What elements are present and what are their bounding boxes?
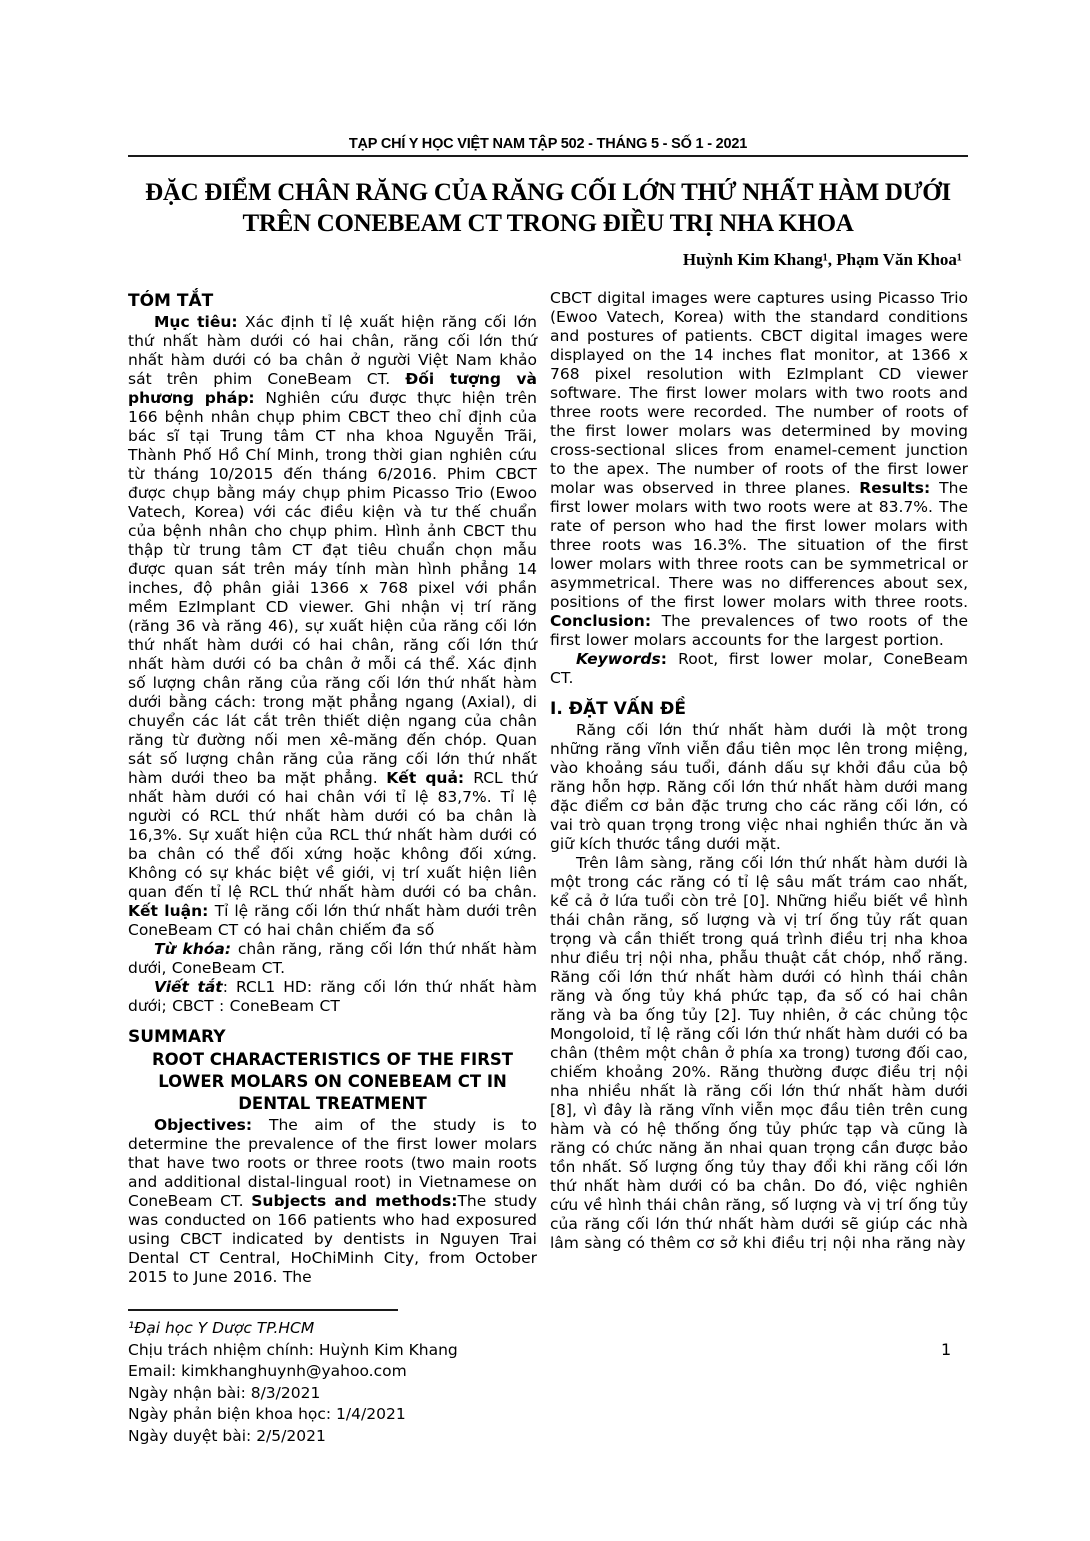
paragraph: CBCT digital images were captures using Picasso Trio (Ewoo Vatech, Korea) with the standard conditions and postures of patients. CBCT digital images were displayed on the 14 inches flat monitor, at 1366 x 768 pixel resolution with EzImplant CD viewer software. The first lower molars with two roots and three roots were recorded. The number of roots of the first lower molars was determined by moving cross-sectional slices from enamel-cement junction to the apex. The number of roots of the first lower molar was observed in three planes. Results: The first lower molars with two roots were at 83.7%. The rate of person who had the first lower molars with three roots was 16.3%. The situation of the first lower molars with three roots can be symmetrical or asymmetrical. There was no differences about sex, positions of the first lower molars with three roots. Conclusion: The prevalences of two roots of the first lower molars accounts for the largest portion. [550, 289, 968, 649]
footnote-line: Ngày nhận bài: 8/3/2021 [128, 1383, 321, 1402]
header-divider [128, 155, 968, 157]
footnote-line: Ngày duyệt bài: 2/5/2021 [128, 1426, 326, 1445]
paragraph: Keywords: Root, first lower molar, ConeBeam CT. [550, 650, 968, 687]
footnote-divider [128, 1309, 398, 1311]
paragraph: Mục tiêu: Xác định tỉ lệ xuất hiện răng cối lớn thứ nhất hàm dưới có hai chân, răng cối lớn thứ nhất hàm dưới có ba chân ở người Việt Nam khảo sát trên phim ConeBeam CT. Đối tượng và phương pháp: Nghiên cứu được thực hiện trên 166 bệnh nhân chụp phim CBCT theo chỉ định của bác sĩ tại Trung tâm CT nha khoa Nguyễn Trãi, Thành Phố Hồ Chí Minh, trong thời gian nghiên cứu từ tháng 10/2015 đến tháng 6/2016. Phim CBCT được chụp bằng máy chụp phim Picasso Trio (Ewoo Vatech, Korea) với các điều kiện và tư thế chuẩn của bệnh nhân cho chụp phim. Hình ảnh CBCT thu thập từ trung tâm CT đạt tiêu chuẩn chọn mẫu được quan sát trên máy tính màn hình phẳng 14 inches, độ phân giải 1366 x 768 pixel với phần mềm EzImplant CD viewer. Ghi nhận vị trí răng (răng 36 và răng 46), sự xuất hiện của răng cối lớn thứ nhất hàm dưới có hai chân, răng cối lớn thứ nhất hàm dưới có ba chân ở mỗi cá thể. Xác định số lượng chân răng của răng cối lớn thứ nhất hàm dưới bằng cách: trong mặt phẳng ngang (Axial), di chuyển các lát cắt trên thiết diện ngang của chân răng từ đường nối men xê-măng đến chóp. Quan sát số lượng chân răng của răng cối lớn thứ nhất hàm dưới theo ba mặt phẳng. Kết quả: RCL thứ nhất hàm dưới có hai chân với tỉ lệ 83,7%. Tỉ lệ người có RCL thứ nhất hàm dưới có ba chân là 16,3%. Sự xuất hiện của RCL thứ nhất hàm dưới có ba chân có thể đối xứng hoặc không đối xứng. Không có sự khác biệt về giới, vị trí xuất hiện liên quan đến tỉ lệ RCL thứ nhất hàm dưới có ba chân. Kết luận: Tỉ lệ răng cối lớn thứ nhất hàm dưới trên ConeBeam CT có hai chân chiếm đa số [128, 313, 538, 939]
footnote-line: Email: kimkhanghuynh@yahoo.com [128, 1362, 407, 1380]
paragraph: Viết tắt: RCL1 HD: răng cối lớn thứ nhất hàm dưới; CBCT : ConeBeam CT [128, 978, 537, 1015]
footnote-line: ¹Đại học Y Dược TP.HCM [128, 1319, 315, 1337]
section-heading: TÓM TẮT [128, 291, 214, 311]
right-column [550, 289, 968, 1253]
section-subtitle: ROOT CHARACTERISTICS OF THE FIRST LOWER MOLARS ON CONEBEAM CT IN DENTAL TREATMENT [151, 1050, 514, 1113]
paragraph: Trên lâm sàng, răng cối lớn thứ nhất hàm dưới là một trong các răng có tỉ lệ sâu mất trám cao nhất, kể cả ở lứa tuổi còn trẻ [0]. Những hiểu biết về hình thái chân răng, số lượng và vị trí ống tủy rất quan trọng và cần thiết trong quá trình điều trị nha khoa như điều trị nội nha, phẫu thuật cắt chóp, nhổ răng. Răng cối lớn thứ nhất hàm dưới có hình thái chân răng và ống tủy khá phức tạp, đa số có hai chân răng và ba ống tủy [2]. Tuy nhiên, ở các chủng tộc Mongoloid, tỉ lệ răng cối lớn thứ nhất hàm dưới có ba chân (thêm một chân ở phía xa trong) tương đối cao, chiếm khoảng 20%. Răng thường được điều trị nội nha nhiều nhất là răng cối lớn thứ nhất hàm dưới [8], vì đây là răng vĩnh viễn mọc đầu tiên trên cung hàm và có hệ thống ống tủy phức tạp và cũng là răng có chức năng ăn nhai quan trọng cần được bảo tồn nhất. Số lượng ống tủy thay đổi khi răng cối lớn thứ nhất hàm dưới có ba chân. Do đó, việc nghiên cứu về hình thái chân răng, số lượng và vị trí ống tủy của răng cối lớn thứ nhất hàm dưới sẽ giúp các nhà lâm sàng có thêm cơ sở khi điều trị nội nha răng này [550, 854, 968, 1252]
page-number: 1 [941, 1340, 952, 1359]
article-title-line-1: ĐẶC ĐIỂM CHÂN RĂNG CỦA RĂNG CỐI LỚN THỨ NHẤT HÀM DƯỚI [145, 179, 951, 206]
article-title [128, 177, 968, 239]
footnote-line: Chịu trách nhiệm chính: Huỳnh Kim Khang [128, 1340, 458, 1359]
left-column [128, 289, 537, 1447]
paragraph: Objectives: The aim of the study is to determine the prevalence of the first lower molars that have two roots or three roots (two main roots and additional distal-lingual root) in Vietnamese on ConeBeam CT. Subjects and methods:The study was conducted on 166 patients who had exposured using CBCT indicated by dentists in Nguyen Trai Dental CT Central, HoChiMinh City, from October 2015 to June 2016. The [128, 1116, 537, 1286]
paragraph: Răng cối lớn thứ nhất hàm dưới là một trong những răng vĩnh viễn đầu tiên mọc lên trong miệng, vào khoảng sáu tuổi, đánh dấu sự khởi đầu của bộ răng hỗn hợp. Răng cối lớn thứ nhất hàm dưới mang đặc điểm cơ bản đặc trưng cho các răng cối lớn, có vai trò quan trọng trong việc nhai nghiền thức ăn và giữ kích thước tầng dưới mặt. [550, 721, 968, 853]
two-column-body [128, 289, 968, 1447]
journal-header: TẠP CHÍ Y HỌC VIỆT NAM TẬP 502 - THÁNG 5 - SỐ 1 - 2021 [348, 136, 748, 152]
paragraph: Từ khóa: chân răng, răng cối lớn thứ nhất hàm dưới, ConeBeam CT. [128, 940, 537, 977]
page-content [128, 0, 968, 1447]
authors: Huỳnh Kim Khang¹, Phạm Văn Khoa¹ [682, 250, 962, 269]
section-heading: SUMMARY [128, 1027, 226, 1047]
section-heading: I. ĐẶT VẤN ĐỀ [550, 699, 686, 719]
footnote-line: Ngày phản biện khoa học: 1/4/2021 [128, 1405, 406, 1423]
article-title-line-2: TRÊN CONEBEAM CT TRONG ĐIỀU TRỊ NHA KHOA [242, 210, 854, 237]
